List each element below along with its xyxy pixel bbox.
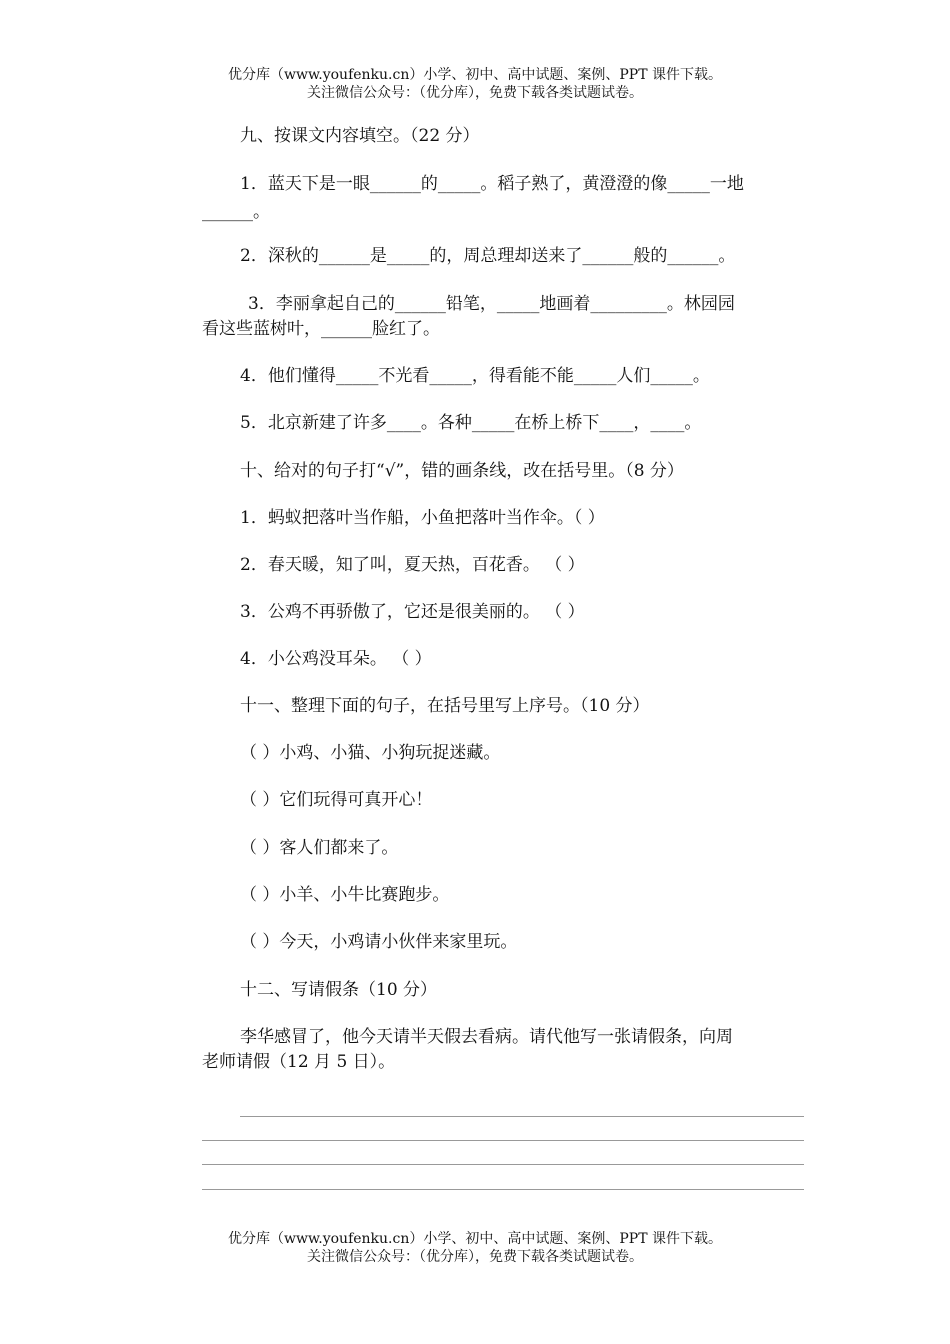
section-12-title: 十二、写请假条（10 分） — [240, 980, 438, 1000]
section-11-title: 十一、整理下面的句子，在括号里写上序号。（10 分） — [240, 696, 650, 716]
page-header — [0, 66, 950, 102]
section-9-title: 九、按课文内容填空。（22 分） — [240, 126, 480, 146]
section-9-q5: 5．北京新建了许多____。各种_____在桥上桥下____，____。 — [240, 413, 702, 433]
section-10-q3: 3．公鸡不再骄傲了，它还是很美丽的。 （ ） — [240, 602, 585, 622]
footer-line-1: 优分库（www.youfenku.cn）小学、初中、高中试题、案例、PPT 课件下载。 — [227, 1231, 722, 1247]
writing-line-4[interactable] — [202, 1189, 804, 1190]
section-11-sentence-2: （ ）它们玩得可真开心！ — [240, 790, 433, 810]
section-11-sentence-5: （ ）今天，小鸡请小伙伴来家里玩。 — [240, 932, 518, 952]
section-10-q1: 1．蚂蚁把落叶当作船，小鱼把落叶当作伞。（ ） — [240, 508, 605, 528]
header-line-1: 优分库（www.youfenku.cn）小学、初中、高中试题、案例、PPT 课件下载。 — [227, 67, 722, 83]
section-9-q2: 2．深秋的______是_____的，周总理却送来了______般的______。 — [240, 246, 736, 266]
section-9-q3-line2: 看这些蓝树叶，______脸红了。 — [202, 319, 440, 339]
section-9-q3-line1: 3．李丽拿起自己的______铅笔，_____地画着_________。林园园 — [248, 294, 735, 314]
footer-line-2: 关注微信公众号：（优分库），免费下载各类试题试卷。 — [307, 1249, 643, 1265]
section-11-sentence-4: （ ）小羊、小牛比赛跑步。 — [240, 885, 450, 905]
section-9-q4: 4．他们懂得_____不光看_____，得看能不能_____人们_____。 — [240, 366, 710, 386]
section-12-prompt-line2: 老师请假（12 月 5 日）。 — [202, 1052, 396, 1072]
writing-line-2[interactable] — [202, 1140, 804, 1141]
section-10-title: 十、给对的句子打“√”，错的画条线，改在括号里。（8 分） — [240, 461, 684, 481]
header-line-2: 关注微信公众号：（优分库），免费下载各类试题试卷。 — [307, 85, 643, 101]
page-footer — [0, 1230, 950, 1266]
writing-line-1[interactable] — [240, 1116, 804, 1117]
section-10-q4: 4．小公鸡没耳朵。 （ ） — [240, 649, 432, 669]
section-9-q1-line1: 1．蓝天下是一眼______的_____。稻子熟了，黄澄澄的像_____一地 — [240, 174, 744, 194]
section-11-sentence-1: （ ）小鸡、小猫、小狗玩捉迷藏。 — [240, 743, 501, 763]
section-10-q2: 2．春天暖，知了叫，夏天热，百花香。 （ ） — [240, 555, 585, 575]
writing-line-3[interactable] — [202, 1164, 804, 1165]
section-9-q1-line2: ______。 — [202, 202, 270, 222]
section-12-prompt-line1: 李华感冒了，他今天请半天假去看病。请代他写一张请假条，向周 — [240, 1027, 733, 1047]
section-11-sentence-3: （ ）客人们都来了。 — [240, 838, 399, 858]
